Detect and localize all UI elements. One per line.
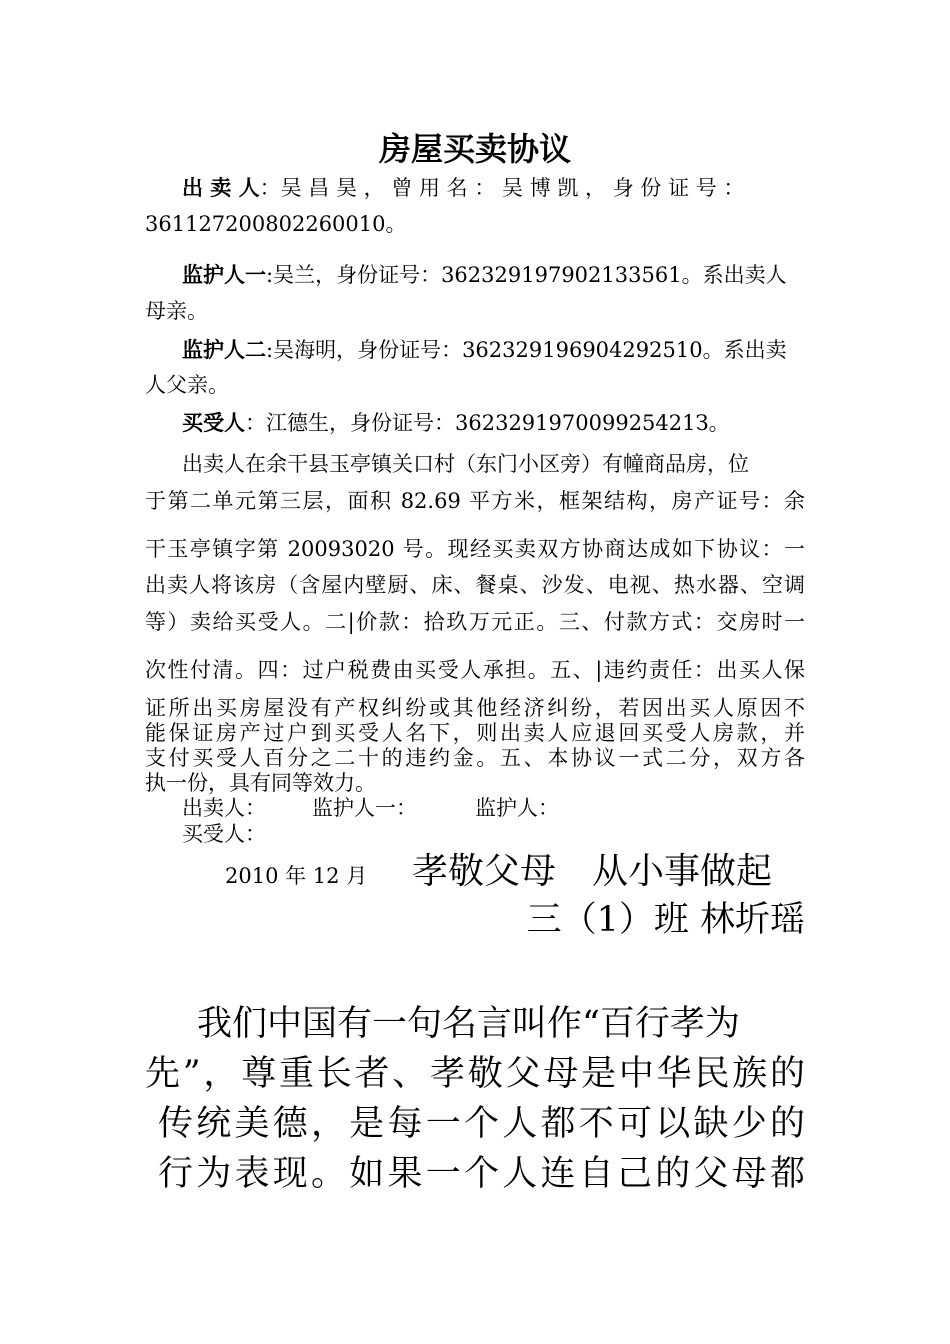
seller-text: ：吴 昌 昊 ， 曾 用 名 ： 吴 博 凯 ， 身 份 证 号 ： [259,176,745,200]
body-line: 出卖人将该房（含屋内壁厨、床、餐桌、沙发、电视、热水器、空调 [145,573,805,597]
body-line: 能保证房产过户到买受人名下，则出卖人应退回买受人房款，并 [145,721,805,745]
document-title: 房屋买卖协议 [378,130,571,168]
signature-guardian2: 监护人： [475,796,559,820]
buyer-label: 买受人 [182,410,245,435]
guardian1-text: :吴兰，身份证号：362329197902133561。系出卖人 [266,263,787,287]
guardian2-text: :吴海明，身份证号：362329196904292510。系出卖 [266,338,787,362]
essay-line: 行为表现。如果一个人连自己的父母都 [158,1154,805,1194]
essay-line: 先”，尊重长者、孝敬父母是中华民族的 [145,1054,805,1094]
essay-title: 孝敬父母 从小事做起 [412,851,773,892]
guardian2-label: 监护人二 [182,337,266,362]
essay-line: 传统美德，是每一个人都不可以缺少的 [158,1104,805,1144]
guardian2-line [182,336,787,364]
signature-buyer: 买受人： [182,822,266,846]
essay-author: 三（1）班 林圻瑶 [526,900,805,940]
guardian1-label: 监护人一 [182,262,266,287]
body-line: 次性付清。四：过户税费由买受人承担。五、|违约责任：出买人保 [145,658,805,682]
guardian1-line [182,261,787,289]
body-line: 出卖人在余干县玉亭镇关口村（东门小区旁）有幢商品房，位 [182,452,749,476]
essay-line: 我们中国有一句名言叫作“百行孝为 [197,1004,740,1044]
signature-guardian1: 监护人一： [312,796,417,820]
body-line: 等）卖给买受人。二|价款：拾玖万元正。三、付款方式：交房时一 [145,610,805,634]
body-line: 执一份，具有同等效力。 [145,771,376,795]
body-line: 支付买受人百分之二十的违约金。五、本协议一式二分，双方各 [145,746,805,770]
body-line: 证所出买房屋没有产权纠纷或其他经济纠纷，若因出买人原因不 [145,696,805,720]
buyer-line [182,409,730,437]
body-line: 干玉亭镇字第 20093020 号。现经买卖双方协商达成如下协议：一 [145,537,805,561]
seller-label: 出 卖 人 [182,175,260,200]
guardian1-relation: 母亲。 [145,299,208,323]
seller-id: 361127200802260010。 [145,212,407,236]
seller-line [182,174,744,202]
guardian2-relation: 人父亲。 [145,373,229,397]
document-date: 2010 年 12 月 [225,864,368,888]
buyer-text: ：江德生，身份证号：362329197009925421З。 [245,411,730,435]
body-line: 于第二单元第三层，面积 82.69 平方米，框架结构，房产证号：余 [145,489,805,513]
signature-seller: 出卖人： [182,796,266,820]
